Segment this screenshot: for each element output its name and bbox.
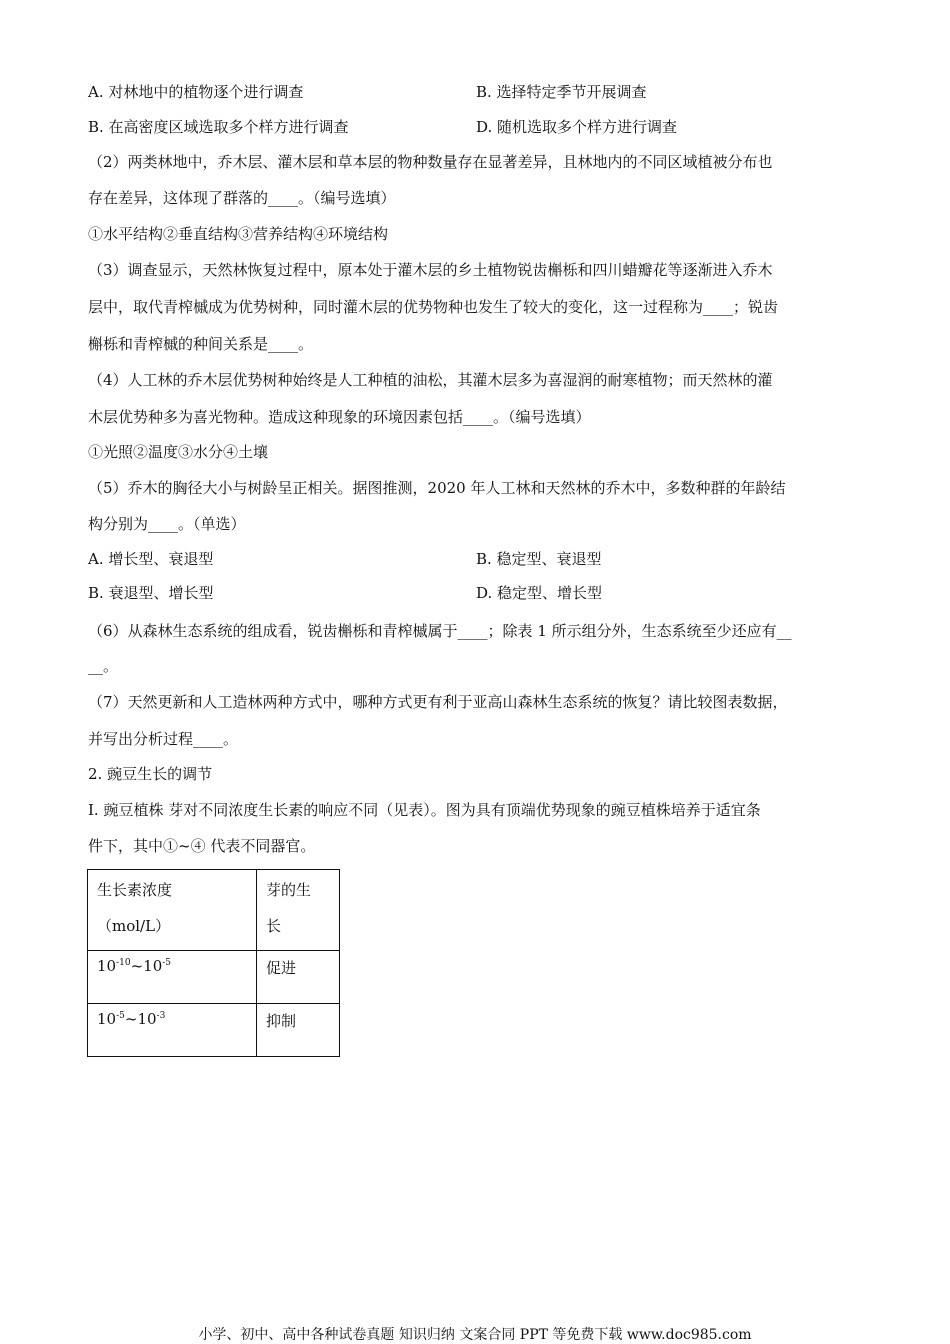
q4-choices: ①光照②温度③水分④土壤 [88,443,269,461]
row2-effect: 抑制 [257,1004,340,1057]
q3-line1: （3）调查显示，天然林恢复过程中，原本处于灌木层的乡土植物锐齿槲栎和四川蜡瓣花等逐渐进入乔木 [88,261,773,279]
q1-option-a: A. 对林地中的植物逐个进行调查 [88,83,304,101]
q5-option-c: B. 衰退型、增长型 [88,584,214,602]
q1-option-c: B. 在高密度区域选取多个样方进行调查 [88,118,349,136]
section2-intro-line2: 件下，其中①~④ 代表不同器官。 [88,837,316,855]
row1-concentration: $10^{-10}\sim 10^{-5}$ [88,951,257,1004]
q2-choices: ①水平结构②垂直结构③营养结构④环境结构 [88,225,389,243]
q2-line2: 存在差异，这体现了群落的____。（编号选填） [88,189,396,207]
header-concentration [88,870,257,951]
header-bud-growth [257,870,340,951]
section2-title: 2. 豌豆生长的调节 [88,765,213,783]
q4-line1: （4）人工林的乔木层优势树种始终是人工种植的油松，其灌木层多为喜湿润的耐寒植物；而天然林的灌 [88,371,773,389]
header-concentration-line2: （mol/L） [97,917,171,935]
q7-line1: （7）天然更新和人工造林两种方式中，哪种方式更有利于亚高山森林生态系统的恢复？请比较图表数据， [88,693,788,711]
section2-intro-line1: I. 豌豆植株 芽对不同浓度生长素的响应不同（见表）。图为具有顶端优势现象的豌豆植株培养于适宜条 [88,801,761,819]
q5-option-b: B. 稳定型、衰退型 [476,550,602,568]
row2-concentration: $10^{-5}\sim 10^{-3}$ [88,1004,257,1057]
q7-line2: 并写出分析过程____。 [88,730,239,748]
table-row [88,951,340,1004]
row1-effect: 促进 [257,951,340,1004]
header-bud-growth-line1: 芽的生 [266,881,312,899]
page-footer: 小学、初中、高中各种试卷真题 知识归纳 文案合同 PPT 等免费下载 www.doc985.com [198,1327,752,1343]
q5-line2: 构分别为____。（单选） [88,515,246,533]
q2-line1: （2）两类林地中，乔木层、灌木层和草本层的物种数量存在显著差异，且林地内的不同区域植被分布也 [88,153,773,171]
q1-option-b: B. 选择特定季节开展调查 [476,83,647,101]
q5-option-a: A. 增长型、衰退型 [88,550,214,568]
q3-line3: 槲栎和青榨槭的种间关系是____。 [88,335,314,353]
q5-option-d: D. 稳定型、增长型 [476,584,603,602]
q6-line2: __。 [88,657,119,675]
q5-line1: （5）乔木的胸径大小与树龄呈正相关。据图推测，2020 年人工林和天然林的乔木中，多数种群的年龄结 [88,479,786,497]
auxin-response-table [87,869,340,1057]
q1-option-d: D. 随机选取多个样方进行调查 [476,118,678,136]
q3-line2: 层中，取代青榨槭成为优势树种，同时灌木层的优势物种也发生了较大的变化，这一过程称为____；锐齿 [88,298,779,316]
table-row [88,1004,340,1057]
q6-line1: （6）从森林生态系统的组成看，锐齿槲栎和青榨槭属于____；除表 1 所示组分外，生态系统至少还应有__ [88,622,792,640]
header-concentration-line1: 生长素浓度 [97,881,173,899]
q4-line2: 木层优势种多为喜光物种。造成这种现象的环境因素包括____。（编号选填） [88,408,591,426]
header-bud-growth-line2: 长 [266,917,282,935]
table-header-row [88,870,340,951]
